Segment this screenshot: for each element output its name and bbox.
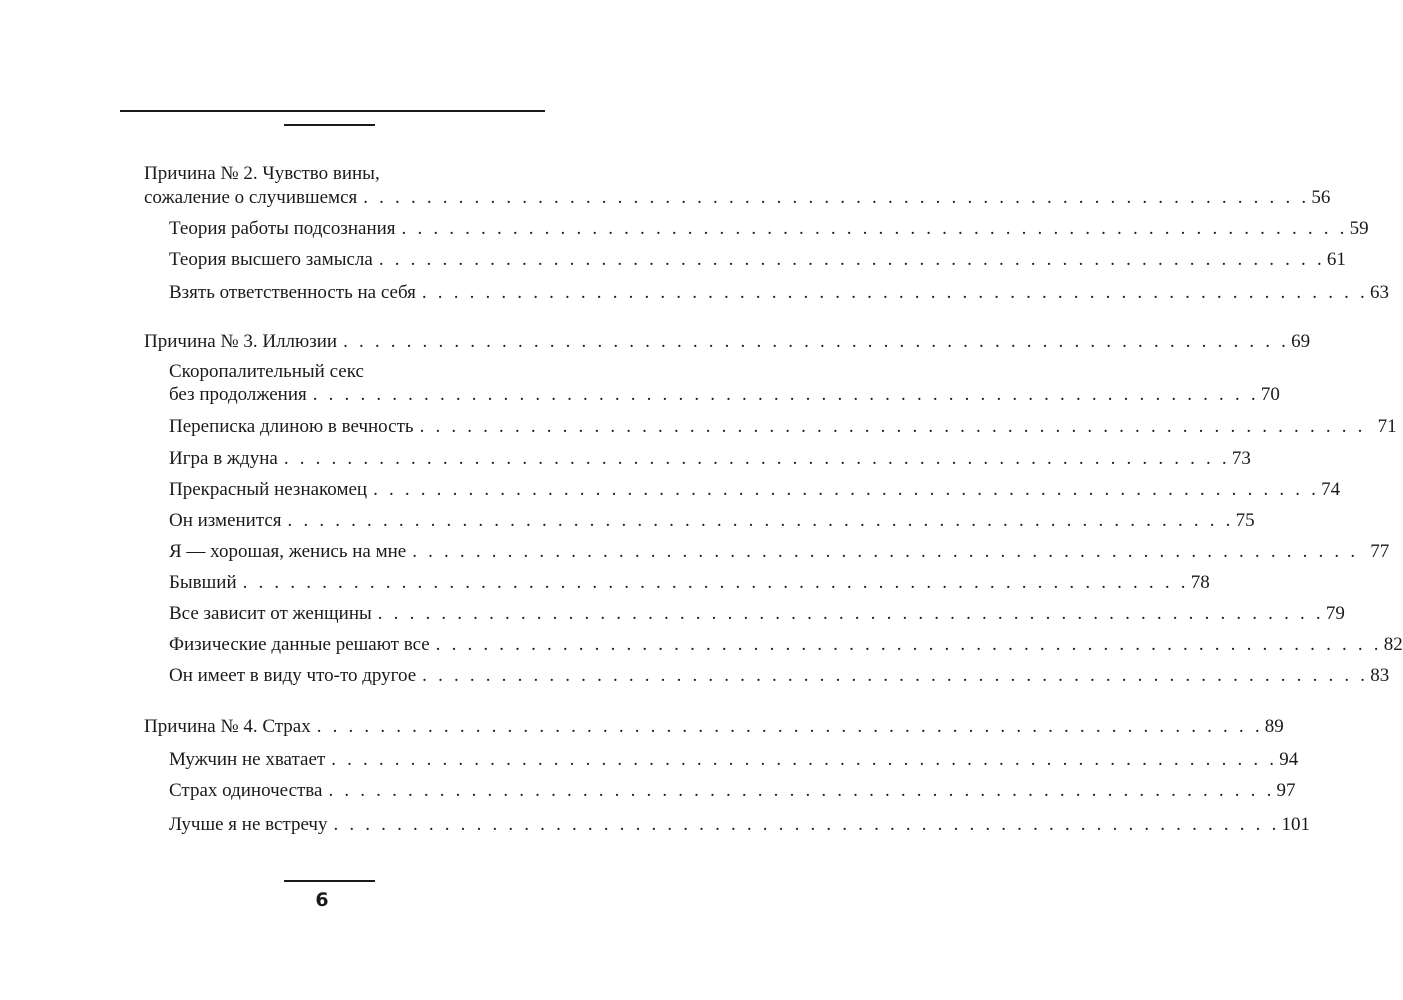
toc-page-number: 63 — [1369, 282, 1389, 303]
toc-page-number: 69 — [1291, 331, 1311, 352]
toc-page-number: 97 — [1276, 780, 1296, 801]
toc-section-3-title: Причина № 3. Иллюзии — [144, 331, 338, 352]
bottom-short-rule — [284, 880, 375, 882]
toc-page-number: 83 — [1370, 665, 1390, 686]
toc-item[interactable] — [169, 602, 1345, 626]
dot-leader: . . . . . . . . . . . . . . . . . . . . . . . . . . . . . . . . . . . . . . . . . . . . . . . . . . . . . . . . . . . . — [331, 749, 1278, 770]
toc-item-title: Переписка длиною в вечность — [169, 416, 414, 437]
dot-leader: . . . . . . . . . . . . . . . . . . . . . . . . . . . . . . . . . . . . . . . . . . . . . . . . . . . . . . . . . . . . — [283, 448, 1230, 469]
toc-item[interactable] — [169, 571, 1210, 595]
toc-item-title: Взять ответственность на себя — [169, 282, 416, 303]
toc-item[interactable] — [169, 664, 1390, 688]
toc-section-3-entry[interactable] — [144, 330, 1311, 354]
toc-item-title-line2: без продолжения — [169, 384, 307, 405]
toc-item[interactable] — [169, 447, 1251, 471]
toc-item[interactable] — [169, 509, 1255, 533]
dot-leader: . . . . . . . . . . . . . . . . . . . . . . . . . . . . . . . . . . . . . . . . . . . . . . . . . . . . . . . . . . . . — [378, 249, 1325, 270]
dot-leader: . . . . . . . . . . . . . . . . . . . . . . . . . . . . . . . . . . . . . . . . . . . . . . . . . . . . . . . . . . . . — [373, 479, 1320, 500]
toc-item[interactable] — [169, 813, 1311, 837]
dot-leader: . . . . . . . . . . . . . . . . . . . . . . . . . . . . . . . . . . . . . . . . . . . . . . . . . . . . . . . . . . . . — [419, 416, 1366, 437]
toc-item[interactable] — [169, 748, 1299, 772]
dot-leader: . . . . . . . . . . . . . . . . . . . . . . . . . . . . . . . . . . . . . . . . . . . . . . . . . . . . . . . . . . . . — [287, 510, 1234, 531]
toc-item-title: Он изменится — [169, 510, 282, 531]
page-number: 6 — [315, 889, 329, 911]
dot-leader: . . . . . . . . . . . . . . . . . . . . . . . . . . . . . . . . . . . . . . . . . . . . . . . . . . . . . . . . . . . . — [377, 603, 1324, 624]
toc-page-number: 101 — [1281, 814, 1311, 835]
toc-page-number: 94 — [1279, 749, 1299, 770]
toc-item[interactable] — [169, 415, 1397, 439]
toc-item[interactable] — [169, 248, 1346, 272]
toc-item-title: Игра в ждуна — [169, 448, 278, 469]
toc-item-title: Он имеет в виду что-то другое — [169, 665, 417, 686]
toc-item-title: Лучше я не встречу — [169, 814, 328, 835]
toc-page-number: 71 — [1377, 416, 1397, 437]
toc-page-number: 79 — [1325, 603, 1345, 624]
toc-item-title: Я — хорошая, женись на мне — [169, 541, 407, 562]
toc-page-number: 56 — [1311, 187, 1331, 208]
dot-leader: . . . . . . . . . . . . . . . . . . . . . . . . . . . . . . . . . . . . . . . . . . . . . . . . . . . . . . . . . . . . — [421, 282, 1368, 303]
dot-leader: . . . . . . . . . . . . . . . . . . . . . . . . . . . . . . . . . . . . . . . . . . . . . . . . . . . . . . . . . . . . — [435, 634, 1382, 655]
top-short-rule — [284, 124, 375, 126]
toc-section-4-title: Причина № 4. Страх — [144, 716, 311, 737]
toc-item-title: Все зависит от женщины — [169, 603, 372, 624]
toc-section-2-title-line1: Причина № 2. Чувство вины, — [144, 163, 380, 184]
toc-page-number: 74 — [1321, 479, 1341, 500]
dot-leader: . . . . . . . . . . . . . . . . . . . . . . . . . . . . . . . . . . . . . . . . . . . . . . . . . . . . . . . . . . . . — [401, 218, 1348, 239]
top-rule — [120, 110, 545, 112]
toc-item-title: Страх одиночества — [169, 780, 323, 801]
toc-item[interactable] — [169, 281, 1389, 305]
dot-leader: . . . . . . . . . . . . . . . . . . . . . . . . . . . . . . . . . . . . . . . . . . . . . . . . . . . . . . . . . . . . — [412, 541, 1359, 562]
toc-item[interactable] — [169, 540, 1390, 564]
toc-item[interactable] — [169, 478, 1341, 502]
toc-section-2-entry[interactable] — [144, 186, 1331, 210]
dot-leader: . . . . . . . . . . . . . . . . . . . . . . . . . . . . . . . . . . . . . . . . . . . . . . . . . . . . . . . . . . . . — [312, 384, 1259, 405]
toc-page-number: 70 — [1260, 384, 1280, 405]
dot-leader: . . . . . . . . . . . . . . . . . . . . . . . . . . . . . . . . . . . . . . . . . . . . . . . . . . . . . . . . . . . . — [343, 331, 1290, 352]
dot-leader: . . . . . . . . . . . . . . . . . . . . . . . . . . . . . . . . . . . . . . . . . . . . . . . . . . . . . . . . . . . . — [333, 814, 1280, 835]
dot-leader: . . . . . . . . . . . . . . . . . . . . . . . . . . . . . . . . . . . . . . . . . . . . . . . . . . . . . . . . . . . . — [422, 665, 1369, 686]
toc-item[interactable] — [169, 779, 1296, 803]
toc-item[interactable] — [169, 633, 1403, 657]
dot-leader: . . . . . . . . . . . . . . . . . . . . . . . . . . . . . . . . . . . . . . . . . . . . . . . . . . . . . . . . . . . . — [363, 187, 1310, 208]
toc-page-number: 89 — [1264, 716, 1284, 737]
dot-leader: . . . . . . . . . . . . . . . . . . . . . . . . . . . . . . . . . . . . . . . . . . . . . . . . . . . . . . . . . . . . — [328, 780, 1275, 801]
toc-item[interactable] — [169, 217, 1369, 241]
toc-section-4-entry[interactable] — [144, 715, 1284, 739]
toc-page-number: 78 — [1190, 572, 1210, 593]
toc-item-title: Бывший — [169, 572, 237, 593]
toc-page-number: 73 — [1231, 448, 1251, 469]
toc-item-title: Прекрасный незнакомец — [169, 479, 368, 500]
toc-page-number: 59 — [1349, 218, 1369, 239]
toc-item-title: Мужчин не хватает — [169, 749, 326, 770]
dot-leader: . . . . . . . . . . . . . . . . . . . . . . . . . . . . . . . . . . . . . . . . . . . . . . . . . . . . . . . . . . . . — [316, 716, 1263, 737]
toc-item-title-line1: Скоропалительный секс — [169, 361, 364, 382]
toc-page-number: 75 — [1235, 510, 1255, 531]
toc-section-2-title-line2: сожаление о случившемся — [144, 187, 358, 208]
toc-page-number: 82 — [1383, 634, 1403, 655]
toc-item-title: Теория работы подсознания — [169, 218, 396, 239]
dot-leader: . . . . . . . . . . . . . . . . . . . . . . . . . . . . . . . . . . . . . . . . . . . . . . . . . . . . . . . . . . . . — [242, 572, 1189, 593]
toc-item-title: Физические данные решают все — [169, 634, 430, 655]
toc-page-number: 61 — [1326, 249, 1346, 270]
toc-item[interactable] — [169, 383, 1280, 407]
toc-item-title: Теория высшего замысла — [169, 249, 373, 270]
toc-page-number: 77 — [1370, 541, 1390, 562]
